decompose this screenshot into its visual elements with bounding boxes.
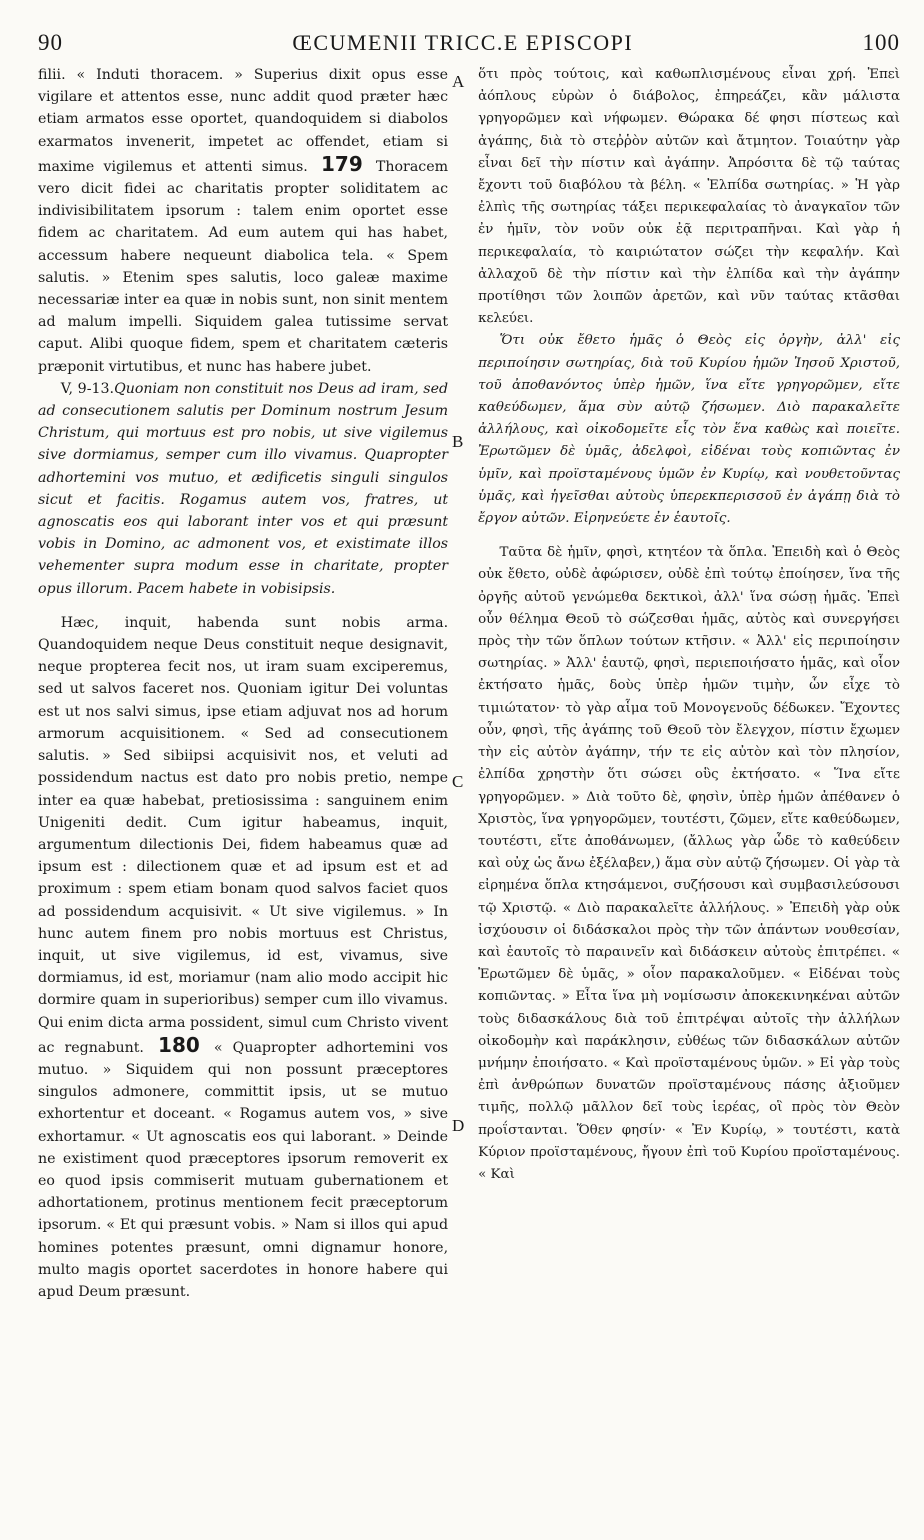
greek-column xyxy=(458,64,900,1303)
margin-letters xyxy=(446,34,470,1514)
column-marker-180: 180 xyxy=(158,1032,200,1057)
latin-paragraph-1 xyxy=(38,64,448,378)
column-marker-179: 179 xyxy=(320,151,363,176)
margin-letter-a: A xyxy=(452,72,465,91)
latin-paragraph-1a: filii. « Induti thoracem. » Superius dixit opus esse vigilare et attentos esse, nunc addit quod præter hæc etiam armatos esse oportet, quandoquidem si diabolos exarmatos invenerit, impetet ac offendet, etiam si maxime vigilemus et attenti simus. xyxy=(38,67,449,175)
running-title: ŒCUMENII TRICC.E EPISCOPI xyxy=(292,30,634,55)
page-number-left: 90 xyxy=(38,30,63,55)
page-number-right: 100 xyxy=(862,30,900,55)
greek-paragraph-1: ὅτι πρὸς τούτοις, καὶ καθωπλισμένους εἶναι χρή. Ἐπεὶ ἀόπλους εὑρὼν ὁ διάβολος, ἐπηρεάζει, κἂν μάλιστα γρηγορῶμεν καὶ νήφωμεν. Θώρακα δέ φησι πίστεως καὶ ἀγάπης, διὰ τὸ στεῤῥὸν αὐτῶν καὶ ἄτμητον. Τοιαύτην γὰρ εἶναι δεῖ τὴν πίστιν καὶ ἀγάπην. Ἀπρόσιτα δὲ τῷ ταύτας ἔχοντι τοῦ διαβόλου τὰ βέλη. « Ἐλπίδα σωτηρίας. » Ἡ γὰρ ἐλπὶς τῆς σωτηρίας τάξει περικεφαλαίας τὸ ἀναγκαῖον τῶν ἐν ἡμῖν, τὸν νοῦν οὐκ ἐᾷ περιτραπῆναι. Καὶ γὰρ ἡ περικεφαλαία, τὸ καιριώτατον σώζει τὴν κεφαλήν. Καὶ ἀλλαχοῦ δὲ τὴν πίστιν καὶ τὴν ἐλπίδα καὶ τὴν ἀγάπην προτίθησι τῶν λοιπῶν ἀρετῶν, καὶ νῦν ταύτας κτᾶσθαι κελεύει. xyxy=(478,67,900,327)
latin-paragraph-2 xyxy=(38,612,448,1303)
margin-letter-c: C xyxy=(452,772,464,791)
latin-paragraph-2a: Hæc, inquit, habenda sunt nobis arma. Quandoquidem neque Deus constituit neque designavit, neque propterea fecit nos, ut iram suam exciperemus, sed ut salvos faceret nos. Quoniam igitur Dei voluntas est ut nos salvi simus, ipse etiam adjuvat nos ad horum armorum acquisitionem. « Sed ad consecutionem salutis. » Sed sibiipsi acquisivit nos, et veluti ad possidendum nactus est dato pro nobis pretio, nempe inter ea quæ habebat, pretiosissima : sanguinem enim Unigeniti dedit. Cum igitur habeamus, inquit, argumentum dilectionis Dei, fidem habeamus quæ ad ipsum est : dilectionem quæ et ad ipsum est et ad proximum : spem etiam bonam quod salvos faciet quos ad possidendum acquisivit. « Ut sive vigilemus. » In hunc autem finem pro nobis mortuus est Christus, inquit, ut sive vigilemus, id est, vivamus, sive dormiamus, id est, moriamur (nam alio modo accipit hic dormire quam in superioribus) semper cum illo vivamus. Qui enim dicta arma possident, simul cum Christo vivent ac regnabunt. xyxy=(38,614,449,1056)
greek-scripture-text: Ὅτι οὐκ ἔθετο ἡμᾶς ὁ Θεὸς εἰς ὀργὴν, ἀλλ' εἰς περιποίησιν σωτηρίας, διὰ τοῦ Κυρίου ἡμῶν Ἰησοῦ Χριστοῦ, τοῦ ἀποθανόντος ὑπὲρ ἡμῶν, ἵνα εἴτε γρηγορῶμεν, εἴτε καθεύδωμεν, ἅμα σὺν αὐτῷ ζήσωμεν. Διὸ παρακαλεῖτε ἀλλήλους, καὶ οἰκοδομεῖτε εἷς τὸν ἕνα καθὼς καὶ ποιεῖτε. Ἐρωτῶμεν δὲ ὑμᾶς, ἀδελφοὶ, εἰδέναι τοὺς κοπιῶντας ἐν ὑμῖν, καὶ προϊσταμένους ὑμῶν ἐν Κυρίῳ, καὶ νουθετοῦντας ὑμᾶς, καὶ ἡγεῖσθαι αὐτοὺς ὑπερεκπερισσοῦ ἐν ἀγάπῃ διὰ τὸ ἔργον αὐτῶν. Εἰρηνεύετε ἐν ἑαυτοῖς. xyxy=(478,333,900,527)
latin-scripture-text: Quoniam non constituit nos Deus ad iram, sed ad consecutionem salutis per Dominum nostrum Jesum Christum, qui mortuus est pro nobis, ut sive vigilemus sive dormiamus, semper cum illo vivamus. Quapropter adhortemini vos mutuo, et ædificetis singuli singulos sicut et facitis. Rogamus autem vos, fratres, ut agnoscatis eos qui laborant inter vos et qui præsunt vobis in Domino, ac admonent vos, et existimate illos vehementer supra modum esse in charitate, propter opus illorum. Pacem habete in vobisipsis. xyxy=(38,380,449,597)
margin-letter-d: D xyxy=(452,1116,465,1135)
margin-letter-b: B xyxy=(452,432,464,451)
latin-scripture-block xyxy=(38,378,448,600)
greek-paragraph-2: Ταῦτα δὲ ἡμῖν, φησὶ, κτητέον τὰ ὅπλα. Ἐπειδὴ καὶ ὁ Θεὸς οὐκ ἔθετο, οὐδὲ ἀφώρισεν, οὐδὲ ἐπὶ τούτῳ ἐποίησεν, ἵνα τῆς ὀργῆς αὐτοῦ γενώμεθα δεκτικοὶ, ἀλλ' ἵνα σώσῃ ἡμᾶς. Ἐπεὶ οὖν θέλημα Θεοῦ τὸ σώζεσθαι ἡμᾶς, αὐτὸς καὶ συνεργήσει πρὸς τὴν τῶν ὅπλων τούτων κτῆσιν. « Ἀλλ' εἰς περιποίησιν σωτηρίας. » Ἀλλ' ἑαυτῷ, φησὶ, περιεποιήσατο ἡμᾶς, καὶ οἷον ἐκτήσατο ἡμᾶς, δοὺς ὑπὲρ ἡμῶν τιμὴν, ὧν εἶχε τὸ τιμιώτατον· τὸ γὰρ αἷμα τοῦ Μονογενοῦς δέδωκεν. Ἔχοντες οὖν, φησὶ, τῆς ἀγάπης τοῦ Θεοῦ τὸν ἔλεγχον, πίστιν ἔχωμεν τὴν εἰς αὐτὸν ἀγάπην, τήν τε εἰς αὐτὸν καὶ τὸν πλησίον, ἐλπίδα χρηστὴν ὅτι σώσει οὓς ἐκτήσατο. « Ἵνα εἴτε γρηγορῶμεν. » Διὰ τοῦτο δὲ, φησὶν, ὑπὲρ ἡμῶν ἀπέθανεν ὁ Χριστὸς, ἵνα γρηγορῶμεν, τουτέστι, ζῶμεν, εἴτε καθεύδωμεν, τουτέστι, εἴτε ἀποθάνωμεν, (ἄλλως γὰρ ὧδε τὸ καθεύδειν καὶ οὐχ ὡς ἄνω ἐξέλαβεν,) ἅμα σὺν αὐτῷ ζήσωμεν. Οἱ γὰρ τὰ εἰρημένα ὅπλα κτησάμενοι, συζήσουσι καὶ συμβασιλεύσουσι τῷ Χριστῷ. « Διὸ παρακαλεῖτε ἀλλήλους. » Ἐπειδὴ γὰρ οὐκ ἰσχύουσιν οἱ διδάσκαλοι πρὸς τὴν τῶν ἁπάντων νουθεσίαν, καὶ ἑαυτοῖς τὸ παραινεῖν καὶ διδάσκειν αὐτοὺς ἐπιτρέπει. « Ἐρωτῶμεν δὲ ὑμᾶς, » οἷον παρακαλοῦμεν. « Εἰδέναι τοὺς κοπιῶντας. » Εἶτα ἵνα μὴ νομίσωσιν ἀποκεκινηκέναι αὐτῶν τοὺς διδασκάλους διὰ τοῦ ἐπιτρέψαι αὐτοῖς τὴν ἀλλήλων οἰκοδομὴν καὶ παράκλησιν, εὐθέως τῶν διδασκάλων αὐτῶν μνήμην ἐποιήσατο. « Καὶ προϊσταμένους ὑμῶν. » Εἰ γὰρ τοὺς ἐπὶ ἀνθρώπων δυνατῶν προϊσταμένους πάσης ἀξιοῦμεν τιμῆς, πολλῷ μᾶλλον δεῖ τοὺς ἱερέας, οἳ πρὸς τὸν Θεὸν προΐστανται. Ὅθεν φησίν· « Ἐν Κυρίῳ, » τουτέστι, κατὰ Κύριον προϊσταμένους, ἤγουν ἐπὶ τοῦ Κυρίου προϊσταμένους. « Καὶ xyxy=(478,545,900,1182)
latin-paragraph-1b: Thoracem vero dicit fidei ac charitatis propter soliditatem ac indivisibilitatem ipsorum : talem enim oportet esse fidem ac charitatem. Ad eum autem qui has habet, accessum habere nequeunt diabolica tela. « Spem salutis. » Etenim spes salutis, loco galeæ maxime necessariæ inter ea quæ in nobis sunt, non sinit mentem ad malum impelli. Siquidem galea tutissime servat caput. Alibi quoque fidem, spem et charitatem cæteris præponit virtutibus, et nunc has habere jubet. xyxy=(38,158,449,375)
latin-column xyxy=(38,64,458,1303)
verse-reference: V, 9-13. xyxy=(60,380,115,397)
latin-paragraph-2b: « Quapropter adhortemini vos mutuo. » Siquidem qui non possunt præceptores singulos admonere, committit ipsis, ut se mutuo exhortentur et doceant. « Rogamus autem vos, » sive exhortamur. « Ut agnoscatis eos qui laborant. » Deinde ne existiment quod præceptores ipsorum removerit ex eo quod ipsis commiserit mutuam gubernationem et adhortationem, protinus mentionem fecit præceptorum ipsorum. « Et qui præsunt vobis. » Nam si illos qui apud homines potentes præsunt, omni dignamur honore, multo magis oportet sacerdotes in honore habere qui apud Deum præsunt. xyxy=(38,1039,449,1300)
